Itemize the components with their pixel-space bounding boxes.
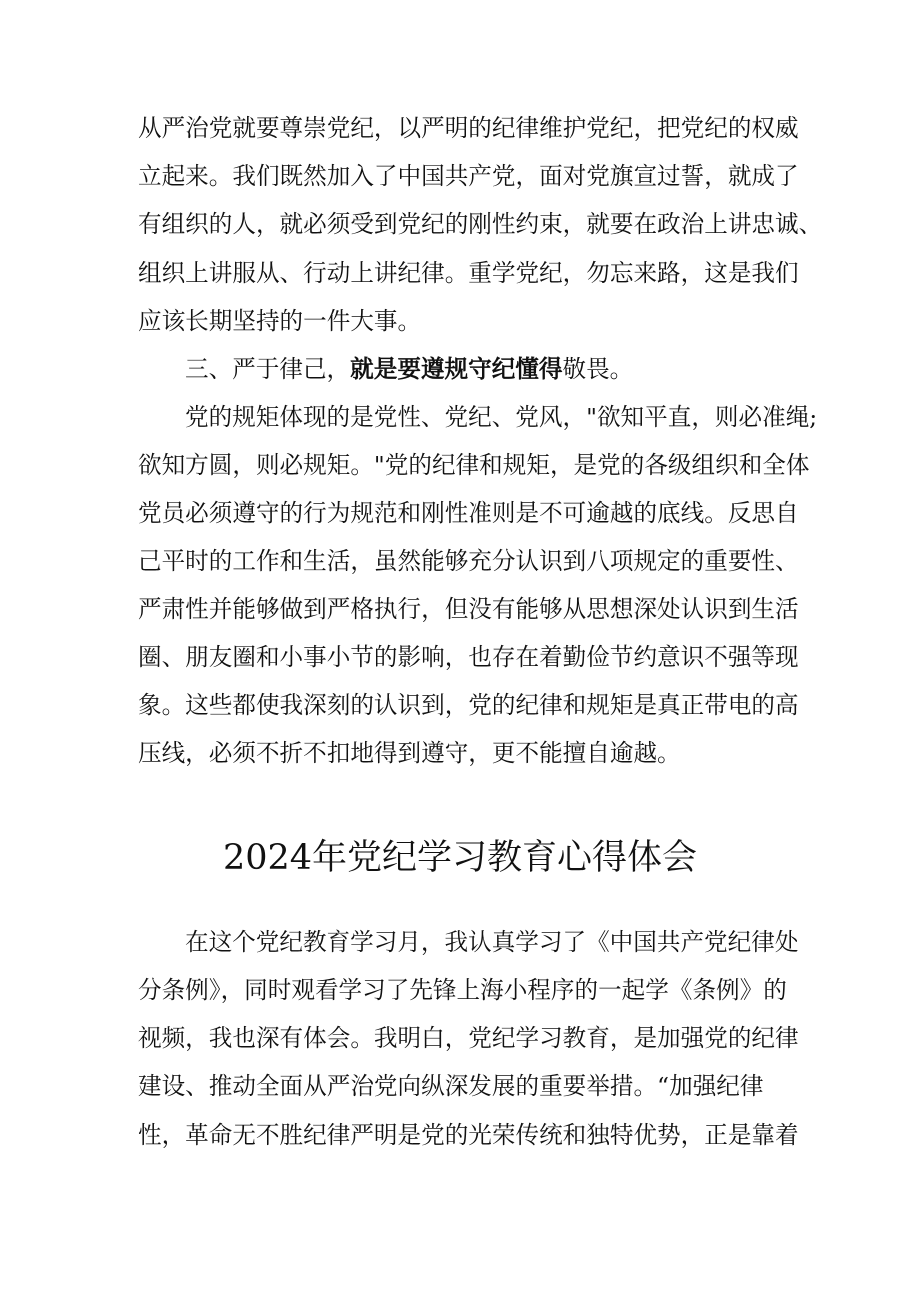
paragraph-line: 己平时的工作和生活，虽然能够充分认识到八项规定的重要性、	[138, 547, 799, 575]
point-three-heading	[185, 354, 633, 384]
paragraph-line: 严肃性并能够做到严格执行，但没有能够从思想深处认识到生活	[138, 595, 799, 623]
paragraph-line: 在这个党纪教育学习月，我认真学习了《中国共产党纪律处	[185, 928, 799, 956]
paragraph-line: 视频，我也深有体会。我明白，党纪学习教育，是加强党的纪律	[138, 1024, 799, 1052]
paragraph-line: 党员必须遵守的行为规范和刚性准则是不可逾越的底线。反思自	[138, 499, 799, 527]
paragraph-line: 欲知方圆，则必规矩。"党的纪律和规矩，是党的各级组织和全体	[138, 451, 810, 479]
paragraph-line: 组织上讲服从、行动上讲纪律。重学党纪，勿忘来路，这是我们	[138, 259, 799, 287]
point-three-bold: 就是要遵规守纪懂得	[350, 355, 563, 383]
paragraph-line: 圈、朋友圈和小事小节的影响，也存在着勤俭节约意识不强等现	[138, 643, 799, 671]
paragraph-line: 性，革命无不胜纪律严明是党的光荣传统和独特优势，正是靠着	[138, 1121, 799, 1149]
paragraph-line: 象。这些都使我深刻的认识到，党的纪律和规矩是真正带电的高	[138, 691, 799, 719]
paragraph-line: 压线，必须不折不扣地得到遵守，更不能擅自逾越。	[138, 739, 681, 767]
paragraph-line: 分条例》，同时观看学习了先锋上海小程序的一起学《条例》的	[138, 976, 787, 1004]
point-three-prefix: 三、严于律己，	[185, 355, 351, 383]
paragraph-line: 建设、推动全面从严治党向纵深发展的重要举措。“加强纪律	[138, 1072, 764, 1100]
paragraph-line: 党的规矩体现的是党性、党纪、党风，"欲知平直，则必准绳;	[185, 403, 818, 431]
paragraph-line: 有组织的人，就必须受到党纪的刚性约束，就要在政治上讲忠诚、	[138, 210, 823, 238]
point-three-suffix: 敬畏。	[562, 355, 634, 383]
paragraph-line: 应该长期坚持的一件大事。	[138, 307, 422, 335]
paragraph-line: 从严治党就要尊崇党纪，以严明的纪律维护党纪，把党纪的权威	[138, 114, 799, 142]
document-title: 2024年党纪学习教育心得体会	[222, 838, 698, 878]
paragraph-line: 立起来。我们既然加入了中国共产党，面对党旗宣过誓，就成了	[138, 162, 799, 190]
